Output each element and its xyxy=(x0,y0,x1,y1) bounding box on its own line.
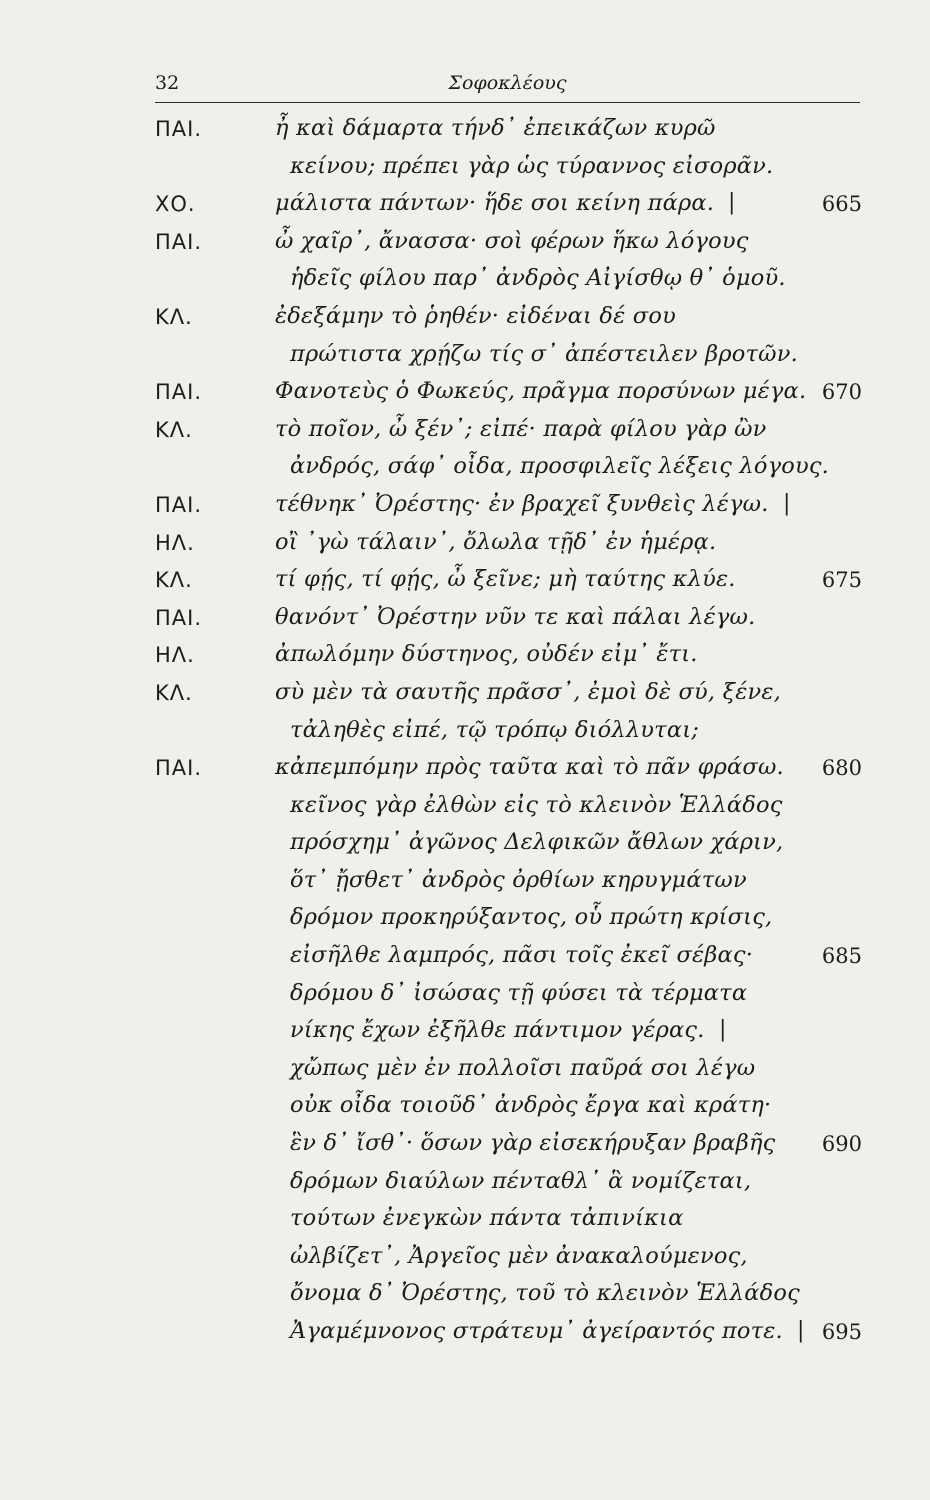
verse-text: κεῖνος γὰρ ἐλθὼν εἰς τὸ κλεινὸν Ἑλλάδος xyxy=(290,791,783,818)
verse-line xyxy=(0,940,930,978)
verse-text: μάλιστα πάντων· ἥδε σοι κείνη πάρα. xyxy=(275,190,715,217)
verse-line xyxy=(0,752,930,790)
speaker-label: ΚΛ. xyxy=(155,568,193,593)
verse-text: νίκης ἔχων ἐξῆλθε πάντιμον γέρας. xyxy=(290,1017,705,1044)
verse-line xyxy=(0,715,930,753)
verse-text: ὠλβίζετ᾽, Ἀργεῖος μὲν ἀνακαλούμενος, xyxy=(290,1242,748,1269)
verse-line xyxy=(0,1053,930,1091)
verse-text: κείνου; πρέπει γὰρ ὡς τύραννος εἰσορᾶν. xyxy=(290,152,774,179)
verse-line xyxy=(0,602,930,640)
verse-text: τἀληθὲς εἰπέ, τῷ τρόπῳ διόλλυται; xyxy=(290,716,700,743)
verse-text: ἡδεῖς φίλου παρ᾽ ἀνδρὸς Αἰγίσθῳ θ᾽ ὁμοῦ. xyxy=(290,265,786,292)
verse-text: δρόμον προκηρύξαντος, οὗ πρώτη κρίσις, xyxy=(290,904,773,931)
page-number: 32 xyxy=(155,72,180,94)
speaker-label: ΗΛ. xyxy=(155,643,195,668)
line-number: 695 xyxy=(821,1320,862,1344)
verse-line xyxy=(0,827,930,865)
speaker-label: ΗΛ. xyxy=(155,530,195,555)
speaker-label: ΠΑΙ. xyxy=(155,117,203,141)
verse-text: ὅτ᾽ ᾔσθετ᾽ ἀνδρὸς ὀρθίων κηρυγμάτων xyxy=(290,866,747,893)
speaker-label: ΠΑΙ. xyxy=(155,605,203,630)
verse-line xyxy=(0,376,930,414)
verse-text: Φανοτεὺς ὁ Φωκεύς, πρᾶγμα πορσύνων μέγα. xyxy=(275,378,807,405)
line-number: 680 xyxy=(821,756,862,781)
verse-text: οὐκ οἶδα τοιοῦδ᾽ ἀνδρὸς ἔργα καὶ κράτη· xyxy=(290,1092,772,1119)
verse-text: οἲ ᾽γὼ τάλαιν᾽, ὄλωλα τῇδ᾽ ἐν ἡμέρᾳ. xyxy=(275,528,717,555)
verse-line xyxy=(0,301,930,339)
page-header xyxy=(155,72,860,103)
speaker-label: ΚΛ. xyxy=(155,304,193,329)
line-number: 670 xyxy=(821,380,862,405)
speaker-label: ΠΑΙ. xyxy=(155,492,203,517)
verse-line xyxy=(0,451,930,489)
verse-line xyxy=(0,564,930,602)
verse-text: ἀπωλόμην δύστηνος, οὐδέν εἰμ᾽ ἔτι. xyxy=(275,641,698,668)
verse-line xyxy=(0,902,930,940)
verse-text: ἐδεξάμην τὸ ῥηθέν· εἰδέναι δέ σου xyxy=(275,302,676,329)
verse-line xyxy=(0,677,930,715)
verse-line xyxy=(0,151,930,189)
speaker-label: ΠΑΙ. xyxy=(155,380,203,405)
verse-text: ἓν δ᾽ ἴσθ᾽· ὅσων γὰρ εἰσεκήρυξαν βραβῆς xyxy=(290,1130,776,1157)
verse-line xyxy=(0,790,930,828)
line-number: 690 xyxy=(821,1132,862,1157)
verse-line xyxy=(0,527,930,565)
verse-text: θανόντ᾽ Ὀρέστην νῦν τε καὶ πάλαι λέγω. xyxy=(275,603,756,630)
verse-line xyxy=(0,1128,930,1166)
verse-text: πρώτιστα χρῄζω τίς σ᾽ ἀπέστειλεν βροτῶν. xyxy=(290,340,798,367)
speaker-label: ΚΛ. xyxy=(155,417,193,442)
verse-text: τούτων ἐνεγκὼν πάντα τἀπινίκια xyxy=(290,1205,684,1232)
verse-line xyxy=(0,1166,930,1204)
verse-line xyxy=(0,339,930,377)
verse-line xyxy=(0,414,930,452)
verse-line xyxy=(0,188,930,226)
verse-line xyxy=(0,263,930,301)
verse-text: δρόμων διαύλων πένταθλ᾽ ἃ νομίζεται, xyxy=(290,1167,752,1194)
verse-text: ὄνομα δ᾽ Ὀρέστης, τοῦ τὸ κλεινὸν Ἑλλάδος xyxy=(290,1280,800,1307)
speaker-label: ΠΑΙ. xyxy=(155,229,203,254)
verse-text: Ἀγαμέμνονος στράτευμ᾽ ἀγείραντός ποτε. xyxy=(290,1318,783,1344)
verse-text: ἦ καὶ δάμαρτα τήνδ᾽ ἐπεικάζων κυρῶ xyxy=(275,115,716,141)
line-number: 665 xyxy=(821,192,862,217)
speaker-label: ΧΟ. xyxy=(155,192,196,217)
caesura-bar: | xyxy=(719,1017,727,1043)
verse-text: ὦ χαῖρ᾽, ἄνασσα· σοὶ φέρων ἥκω λόγους xyxy=(275,227,749,254)
verse-line xyxy=(0,1316,930,1354)
line-number: 685 xyxy=(821,944,862,969)
verse-text: πρόσχημ᾽ ἀγῶνος Δελφικῶν ἄθλων χάριν, xyxy=(290,829,784,856)
verse-text: σὺ μὲν τὰ σαυτῆς πρᾶσσ᾽, ἐμοὶ δὲ σύ, ξένε, xyxy=(275,678,782,705)
verse-text: κἀπεμπόμην πρὸς ταῦτα καὶ τὸ πᾶν φράσω. xyxy=(275,754,784,781)
speaker-label: ΠΑΙ. xyxy=(155,756,203,781)
caesura-bar: | xyxy=(797,1318,805,1343)
verse-line xyxy=(0,1090,930,1128)
verse-text: ἀνδρός, σάφ᾽ οἶδα, προσφιλεῖς λέξεις λόγους. xyxy=(290,453,830,480)
verse-line xyxy=(0,113,930,151)
caesura-bar: | xyxy=(783,490,791,516)
verse-text: εἰσῆλθε λαμπρός, πᾶσι τοῖς ἐκεῖ σέβας· xyxy=(290,942,754,969)
verse-text: τὸ ποῖον, ὦ ξέν᾽; εἰπέ· παρὰ φίλου γὰρ ὢν xyxy=(275,415,767,442)
verse-text: δρόμου δ᾽ ἰσώσας τῇ φύσει τὰ τέρματα xyxy=(290,979,748,1006)
verse-line xyxy=(0,865,930,903)
verse-text: τέθνηκ᾽ Ὀρέστης· ἐν βραχεῖ ξυνθεὶς λέγω. xyxy=(275,490,769,517)
verse-line xyxy=(0,489,930,527)
verse-line xyxy=(0,226,930,264)
verse-line xyxy=(0,978,930,1016)
verse-line xyxy=(0,1203,930,1241)
verse-text: τί φῄς, τί φῄς, ὦ ξεῖνε; μὴ ταύτης κλύε. xyxy=(275,566,736,593)
verse-line xyxy=(0,1278,930,1316)
verse-line xyxy=(0,639,930,677)
verse-line xyxy=(0,1015,930,1053)
verse-lines xyxy=(0,113,930,1354)
caesura-bar: | xyxy=(728,190,736,216)
verse-line xyxy=(0,1241,930,1279)
verse-text: χὤπως μὲν ἐν πολλοῖσι παῦρά σοι λέγω xyxy=(290,1054,756,1081)
speaker-label: ΚΛ. xyxy=(155,680,193,705)
running-title: Σοφοκλέους xyxy=(448,72,567,94)
line-number: 675 xyxy=(821,568,862,593)
